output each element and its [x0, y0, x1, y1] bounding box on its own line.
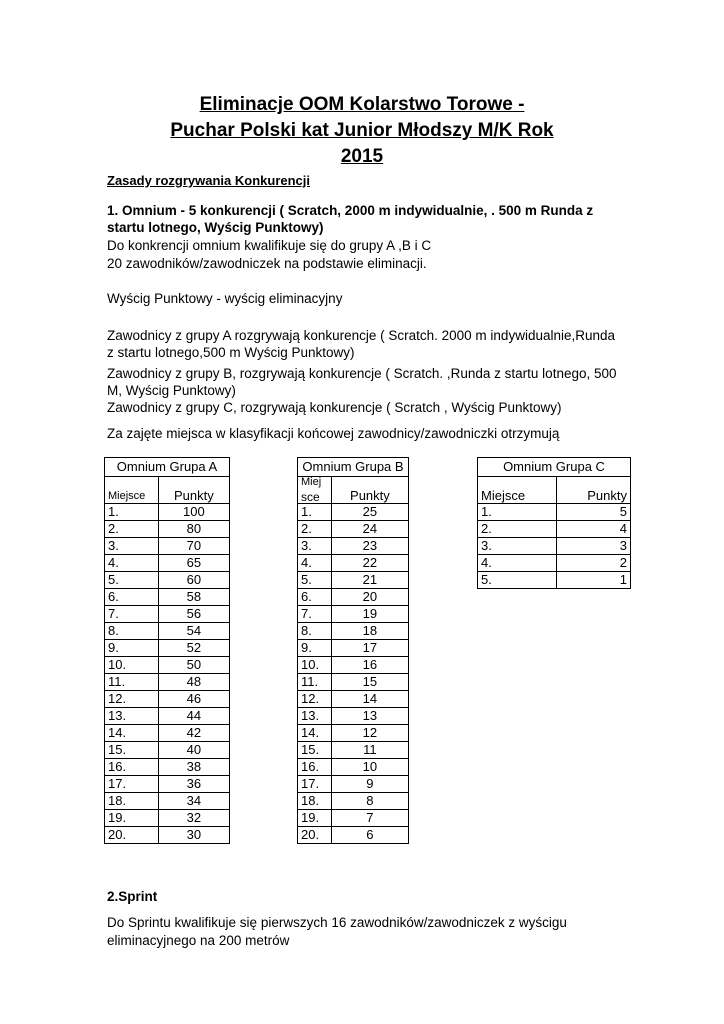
points-cell: 65 — [158, 555, 229, 572]
document-title-line1: Eliminacje OOM Kolarstwo Torowe - — [199, 94, 525, 115]
section2-heading: 2.Sprint — [107, 889, 158, 904]
place-cell: 18. — [105, 793, 159, 810]
points-cell: 23 — [331, 538, 408, 555]
table-c-col-place: Miejsce — [478, 477, 557, 504]
table-row — [105, 691, 230, 708]
place-cell: 19. — [298, 810, 332, 827]
points-cell: 2 — [557, 555, 631, 572]
place-cell: 15. — [105, 742, 159, 759]
points-table-group-b — [297, 457, 409, 844]
place-cell: 13. — [105, 708, 159, 725]
table-b-title: Omnium Grupa B — [298, 458, 409, 477]
section1-p3-line2: z startu lotnego,500 m Wyścig Punktowy) — [107, 345, 355, 360]
table-row — [478, 521, 631, 538]
place-cell: 20. — [298, 827, 332, 844]
table-row — [478, 504, 631, 521]
points-cell: 10 — [331, 759, 408, 776]
table-row — [298, 504, 409, 521]
points-cell: 5 — [557, 504, 631, 521]
place-cell: 2. — [298, 521, 332, 538]
points-cell: 70 — [158, 538, 229, 555]
points-cell: 32 — [158, 810, 229, 827]
place-cell: 14. — [298, 725, 332, 742]
place-cell: 13. — [298, 708, 332, 725]
section1-p2: Wyścig Punktowy - wyścig eliminacyjny — [107, 291, 343, 306]
place-cell: 18. — [298, 793, 332, 810]
section2-p1-line2: eliminacyjnego na 200 metrów — [107, 933, 290, 948]
place-cell: 12. — [298, 691, 332, 708]
table-row — [298, 623, 409, 640]
place-cell: 8. — [105, 623, 159, 640]
points-cell: 54 — [158, 623, 229, 640]
table-a-col-points: Punkty — [158, 477, 229, 504]
points-cell: 25 — [331, 504, 408, 521]
place-cell: 17. — [298, 776, 332, 793]
table-a-col-place: Miejsce — [105, 477, 159, 504]
points-cell: 17 — [331, 640, 408, 657]
table-row — [105, 504, 230, 521]
points-cell: 30 — [158, 827, 229, 844]
table-row — [105, 827, 230, 844]
table-row — [105, 657, 230, 674]
table-row — [105, 810, 230, 827]
points-cell: 100 — [158, 504, 229, 521]
table-row — [105, 759, 230, 776]
points-cell: 19 — [331, 606, 408, 623]
table-row — [105, 606, 230, 623]
table-row — [105, 572, 230, 589]
points-cell: 8 — [331, 793, 408, 810]
table-row — [298, 759, 409, 776]
place-cell: 3. — [478, 538, 557, 555]
table-row — [105, 742, 230, 759]
table-row — [298, 640, 409, 657]
points-cell: 44 — [158, 708, 229, 725]
points-cell: 13 — [331, 708, 408, 725]
table-row — [478, 538, 631, 555]
place-cell: 12. — [105, 691, 159, 708]
section1-p4-line2: M, Wyścig Punktowy) — [107, 383, 236, 398]
points-cell: 3 — [557, 538, 631, 555]
place-cell: 5. — [298, 572, 332, 589]
points-cell: 40 — [158, 742, 229, 759]
points-cell: 22 — [331, 555, 408, 572]
place-cell: 20. — [105, 827, 159, 844]
place-cell: 15. — [298, 742, 332, 759]
points-cell: 34 — [158, 793, 229, 810]
points-cell: 12 — [331, 725, 408, 742]
place-cell: 6. — [298, 589, 332, 606]
place-cell: 16. — [105, 759, 159, 776]
points-cell: 24 — [331, 521, 408, 538]
table-b-col-place-bottom: sce — [301, 490, 320, 504]
section1-heading-line2: startu lotnego, Wyścig Punktowy) — [107, 220, 324, 235]
points-cell: 42 — [158, 725, 229, 742]
place-cell: 1. — [105, 504, 159, 521]
points-cell: 6 — [331, 827, 408, 844]
table-row — [298, 691, 409, 708]
place-cell: 3. — [105, 538, 159, 555]
points-table-group-a — [104, 457, 230, 844]
table-c-col-points: Punkty — [557, 477, 631, 504]
place-cell: 9. — [298, 640, 332, 657]
points-cell: 20 — [331, 589, 408, 606]
place-cell: 2. — [105, 521, 159, 538]
place-cell: 17. — [105, 776, 159, 793]
place-cell: 16. — [298, 759, 332, 776]
place-cell: 11. — [298, 674, 332, 691]
place-cell: 4. — [478, 555, 557, 572]
table-row — [105, 640, 230, 657]
place-cell: 11. — [105, 674, 159, 691]
table-row — [105, 623, 230, 640]
section2-p1-line1: Do Sprintu kwalifikuje się pierwszych 16 zawodników/zawodniczek z wyścigu — [107, 915, 567, 930]
points-cell: 52 — [158, 640, 229, 657]
points-cell: 21 — [331, 572, 408, 589]
place-cell: 5. — [105, 572, 159, 589]
rules-subtitle: Zasady rozgrywania Konkurencji — [107, 173, 311, 188]
table-row — [298, 827, 409, 844]
table-row — [298, 555, 409, 572]
place-cell: 14. — [105, 725, 159, 742]
place-cell: 7. — [298, 606, 332, 623]
table-b-col-points: Punkty — [331, 477, 408, 504]
table-row — [298, 521, 409, 538]
place-cell: 10. — [298, 657, 332, 674]
table-row — [478, 555, 631, 572]
document-title-line2: Puchar Polski kat Junior Młodszy M/K Rok — [170, 120, 554, 141]
table-row — [298, 793, 409, 810]
section1-p6: Za zajęte miejsca w klasyfikacji końcowej zawodnicy/zawodniczki otrzymują — [107, 426, 560, 441]
points-cell: 48 — [158, 674, 229, 691]
section1-p3-line1: Zawodnicy z grupy A rozgrywają konkurencje ( Scratch. 2000 m indywidualnie,Runda — [107, 328, 616, 343]
points-cell: 15 — [331, 674, 408, 691]
table-row — [105, 555, 230, 572]
points-cell: 50 — [158, 657, 229, 674]
place-cell: 9. — [105, 640, 159, 657]
table-row — [298, 725, 409, 742]
document-title-line3: 2015 — [340, 146, 384, 167]
points-cell: 11 — [331, 742, 408, 759]
table-row — [298, 572, 409, 589]
table-a-title: Omnium Grupa A — [105, 458, 230, 477]
points-cell: 56 — [158, 606, 229, 623]
table-row — [105, 725, 230, 742]
place-cell: 10. — [105, 657, 159, 674]
points-cell: 4 — [557, 521, 631, 538]
place-cell: 7. — [105, 606, 159, 623]
table-row — [298, 589, 409, 606]
place-cell: 3. — [298, 538, 332, 555]
section1-p4-line1: Zawodnicy z grupy B, rozgrywają konkurencje ( Scratch. ,Runda z startu lotnego, 500 — [107, 366, 617, 381]
table-row — [105, 793, 230, 810]
points-table-group-c — [477, 457, 631, 589]
points-cell: 80 — [158, 521, 229, 538]
place-cell: 19. — [105, 810, 159, 827]
table-row — [298, 674, 409, 691]
table-row — [478, 572, 631, 589]
table-row — [105, 521, 230, 538]
section1-p1-line1: Do konkrencji omnium kwalifikuje się do grupy A ,B i C — [107, 238, 432, 253]
table-row — [105, 708, 230, 725]
place-cell: 1. — [298, 504, 332, 521]
place-cell: 8. — [298, 623, 332, 640]
table-row — [298, 538, 409, 555]
table-row — [105, 674, 230, 691]
table-row — [298, 776, 409, 793]
place-cell: 4. — [105, 555, 159, 572]
place-cell: 1. — [478, 504, 557, 521]
points-cell: 1 — [557, 572, 631, 589]
points-cell: 58 — [158, 589, 229, 606]
table-row — [298, 810, 409, 827]
points-cell: 14 — [331, 691, 408, 708]
points-cell: 16 — [331, 657, 408, 674]
points-cell: 36 — [158, 776, 229, 793]
place-cell: 2. — [478, 521, 557, 538]
section1-p1-line2: 20 zawodników/zawodniczek na podstawie eliminacji. — [107, 256, 427, 271]
table-row — [298, 657, 409, 674]
table-b-col-place-top: Miej — [301, 476, 322, 488]
table-row — [298, 606, 409, 623]
points-cell: 38 — [158, 759, 229, 776]
place-cell: 5. — [478, 572, 557, 589]
points-cell: 60 — [158, 572, 229, 589]
section1-heading-line1: 1. Omnium - 5 konkurencji ( Scratch, 2000 m indywidualnie, . 500 m Runda z — [107, 203, 594, 218]
points-cell: 18 — [331, 623, 408, 640]
table-row — [105, 538, 230, 555]
section1-p5: Zawodnicy z grupy C, rozgrywają konkurencje ( Scratch , Wyścig Punktowy) — [107, 400, 562, 415]
table-c-title: Omnium Grupa C — [478, 458, 631, 477]
place-cell: 6. — [105, 589, 159, 606]
points-cell: 9 — [331, 776, 408, 793]
points-cell: 46 — [158, 691, 229, 708]
table-row — [298, 742, 409, 759]
table-row — [105, 776, 230, 793]
place-cell: 4. — [298, 555, 332, 572]
table-row — [105, 589, 230, 606]
table-row — [298, 708, 409, 725]
points-cell: 7 — [331, 810, 408, 827]
